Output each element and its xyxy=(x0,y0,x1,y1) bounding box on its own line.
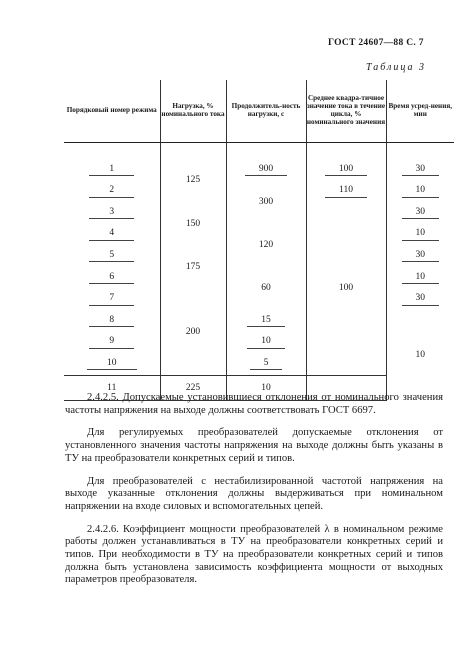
load-cell: 125 xyxy=(160,159,226,202)
load-modes-table xyxy=(64,80,454,401)
body-text xyxy=(65,392,443,587)
table-row xyxy=(64,159,454,181)
duration-cell: 10 xyxy=(247,336,285,348)
col-header-duration: Продолжитель-ность нагрузки, с xyxy=(226,80,306,143)
paragraph: 2.4.2.5. Допускаемые установившиеся отклонения от номинального значения частоты напряжения на выходе должны соответствовать ГОСТ 6697. xyxy=(65,392,443,416)
table-label: Таблица 3 xyxy=(366,62,426,73)
table-row xyxy=(64,267,454,289)
duration-cell: 10 xyxy=(226,375,306,400)
rms-cell: 100 xyxy=(306,202,386,375)
paragraph: 2.4.2.6. Коэффициент мощности преобразователей λ в номинальном режиме работы должен устанавливаться в ТУ на преобразователи конкретных серий и типов. При необходимости в ТУ на преобразователи конкретных серий и типов должна быть установлена зависимость коэффициента мощности от выходных параметров преобразователя. xyxy=(65,523,443,586)
mode-cell: 8 xyxy=(89,315,134,327)
duration-cell: 60 xyxy=(226,267,306,310)
mode-cell: 7 xyxy=(89,293,134,305)
mode-cell: 10 xyxy=(87,358,137,370)
page-header: ГОСТ 24607—88 С. 7 xyxy=(328,38,424,48)
mode-cell: 6 xyxy=(89,272,134,284)
avg-time-cell: 30 xyxy=(402,207,440,219)
duration-cell: 15 xyxy=(247,315,285,327)
table-row xyxy=(64,224,454,246)
mode-cell: 2 xyxy=(89,185,134,197)
avg-time-cell: 10 xyxy=(402,228,440,240)
col-header-rms: Среднее квадра-тичное значение тока в течение цикла, % номинального значения xyxy=(306,80,386,143)
table-row xyxy=(64,310,454,332)
table-header-row xyxy=(64,80,454,143)
load-cell: 200 xyxy=(160,289,226,376)
duration-cell: 900 xyxy=(245,164,287,176)
avg-time-cell: 30 xyxy=(402,293,440,305)
duration-cell: 120 xyxy=(226,224,306,267)
avg-time-cell: 10 xyxy=(402,272,440,284)
paragraph: Для преобразователей с нестабилизированной частотой напряжения на выходе указанные отклонения должны выдерживаться при номинальном напряжении на входе силовых и вспомогательных цепей. xyxy=(65,475,443,512)
duration-cell: 300 xyxy=(226,181,306,224)
mode-cell: 4 xyxy=(89,228,134,240)
mode-cell: 3 xyxy=(89,207,134,219)
avg-time-cell: 30 xyxy=(402,164,440,176)
rms-cell: 110 xyxy=(325,185,367,197)
load-cell: 225 xyxy=(160,375,226,400)
avg-time-cell: 10 xyxy=(402,185,440,197)
table-row xyxy=(64,181,454,203)
avg-time-cell: 10 xyxy=(386,310,454,400)
load-cell: 175 xyxy=(160,245,226,288)
paragraph: Для регулируемых преобразователей допускаемые отклонения от установленного значения частоты напряжения на выходе должны быть указаны в ТУ на преобразователи конкретных серий и типов. xyxy=(65,427,443,464)
avg-time-cell: 30 xyxy=(402,250,440,262)
col-header-mode: Порядковый номер режима xyxy=(64,80,160,143)
mode-cell: 5 xyxy=(89,250,134,262)
duration-cell: 5 xyxy=(250,358,283,370)
mode-cell: 9 xyxy=(89,336,134,348)
col-header-avg-time: Время усред-нения, мин xyxy=(386,80,454,143)
rms-cell: 100 xyxy=(325,164,367,176)
mode-cell: 1 xyxy=(89,164,134,176)
load-cell: 150 xyxy=(160,202,226,245)
mode-cell: 11 xyxy=(64,375,160,400)
col-header-load: Нагрузка, % номинального тока xyxy=(160,80,226,143)
